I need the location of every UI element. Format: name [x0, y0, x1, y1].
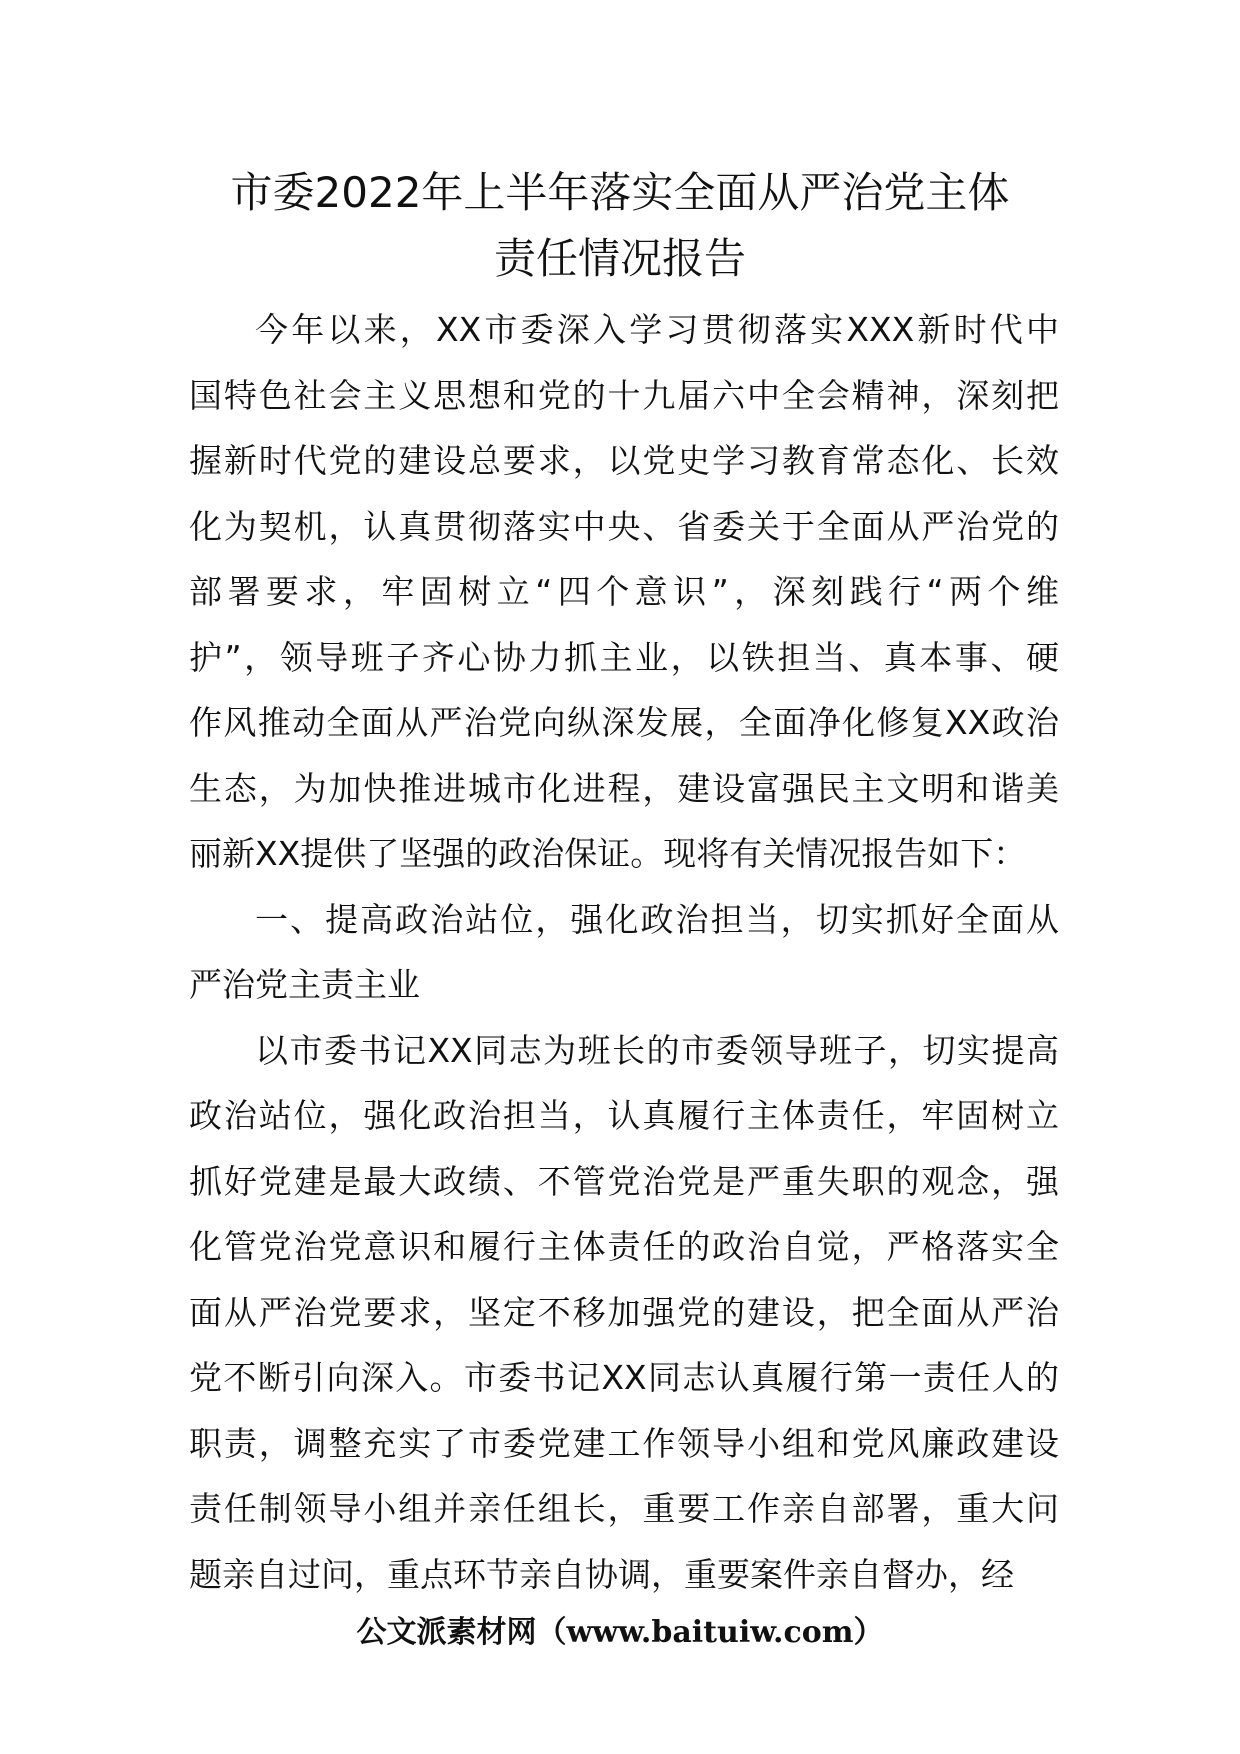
text-line: 今年以来，XX市委深入学习贯彻落实XXX新时代中 — [255, 310, 1059, 349]
text-line: 生态，为加快推进城市化进程，建设富强民主文明和谐美 — [189, 768, 1059, 808]
text-line: 政治站位，强化政治担当，认真履行主体责任，牢固树立 — [189, 1096, 1059, 1135]
text-line: 护”，领导班子齐心协力抓主业，以铁担当、真本事、硬 — [189, 637, 1059, 677]
document-body — [189, 297, 1059, 1607]
text-line: 面从严治党要求，坚定不移加强党的建设，把全面从严治 — [189, 1292, 1059, 1332]
text-line: 以市委书记XX同志为班长的市委领导班子，切实提高 — [255, 1030, 1059, 1070]
text-line: 题亲自过问，重点环节亲自协调，重要案件亲自督办，经 — [189, 1554, 1014, 1594]
text-line: 国特色社会主义思想和党的十九届六中全会精神，深刻把 — [189, 375, 1059, 415]
text-line: 党不断引向深入。市委书记XX同志认真履行第一责任人的 — [189, 1358, 1059, 1397]
text-line: 责任制领导小组并亲任组长，重要工作亲自部署，重大问 — [189, 1489, 1059, 1528]
document-title — [120, 160, 1120, 292]
text-line: 化管党治党意识和履行主体责任的政治自觉，严格落实全 — [189, 1227, 1059, 1266]
title-line-1: 市委2022年上半年落实全面从严治党主体 — [230, 168, 1010, 217]
text-line: 部署要求，牢固树立“四个意识”，深刻践行“两个维 — [189, 572, 1059, 611]
title-line-2: 责任情况报告 — [493, 234, 746, 283]
text-line: 握新时代党的建设总要求，以党史学习教育常态化、长效 — [189, 441, 1059, 480]
body-paragraph — [189, 297, 1059, 887]
section-heading — [189, 887, 1059, 1018]
text-line: 严治党主责主业 — [189, 965, 420, 1004]
body-paragraph — [189, 1018, 1059, 1608]
text-line: 职责，调整充实了市委党建工作领导小组和党风廉政建设 — [189, 1423, 1059, 1463]
text-line: 丽新XX提供了坚强的政治保证。现将有关情况报告如下： — [189, 834, 1027, 873]
text-line: 一、提高政治站位，强化政治担当，切实抓好全面从 — [255, 899, 1059, 939]
text-line: 作风推动全面从严治党向纵深发展，全面净化修复XX政治 — [189, 703, 1059, 742]
footer-watermark: 公文派素材网（www.baituiw.com） — [356, 1615, 884, 1650]
text-line: 抓好党建是最大政绩、不管党治党是严重失职的观念，强 — [189, 1161, 1059, 1201]
text-line: 化为契机，认真贯彻落实中央、省委关于全面从严治党的 — [189, 506, 1059, 546]
